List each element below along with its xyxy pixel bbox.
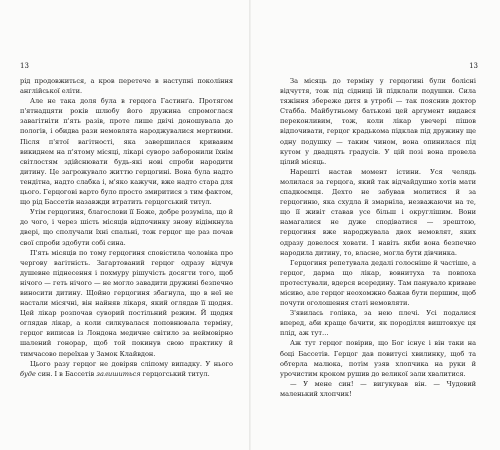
right-page xyxy=(251,0,500,450)
emphasis: залишиться xyxy=(96,369,141,378)
text-run: герцогський титул. xyxy=(140,369,210,378)
paragraph: П'ять місяців по тому герцогиня сповістила чоловіка про чергову вагітність. Загартований герцог одразу відчув душевне піднесення і похмуру рішучість досягти того, щоб нічого — геть нічого — не могло завадити дружині безпечно виносити дитину. Щойно герцогиня збагнула, що в неї не настали місячні, він найняв лікаря, який оглядав її щодня. Цей лікар розпочав суворий постільний режим. Й щодня оглядав лікар, а коли силкувалася поповнювала терміну, герцог виписав із Лондона медичне світило за неймовірно шалений гонорар, щоб той покинув свою практику й тимчасово переїхав у Замок Клайвдон. xyxy=(20,248,233,358)
paragraph: Утім герцогиня, благослови її Боже, добре розуміла, що й до чого, і через шість місяців відпочинку знову відімкнула двері, що сполучали їхні спальні, тож герцог ще раз почав свої спроби здобути собі сина. xyxy=(20,208,233,247)
paragraph: Герцогиня репетувала дедалі голосніше й частіше, а герцог, дарма що лікар, вовнитуха та повпоха протестували, вдерся всередину. Там панувало криваве місиво, але герцог неохомжно бажав бути першим, щоб почути оголошення статі немовляти. xyxy=(280,258,476,308)
paragraph: З'явилась голівка, за нею плечі. Усі подалися вперед, аби краще бачити, як породілля виштовхує ця плід, аж тут… xyxy=(280,309,476,338)
page-number-right: 13 xyxy=(469,62,478,70)
paragraph: рід продовжиться, а кров перетече в наступні покоління англійської еліти. xyxy=(20,77,233,96)
text-run: син. І в Бассетів xyxy=(35,369,97,378)
paragraph: Нарешті настав момент істини. Уся челядь молилася за герцога, який так відчайдушно хотів мати спадкоємця. Дехто не забував молитися й за герцогиню, яка схудла й змарніла, незважаючи на те, що її живіт ставав усе більш і округлішим. Вони намагалися не дуже сподіватися — зрештою, герцогиня вже народжувала двох немовлят, яких одразу довелося ховати. І навіть якби вона безпечно народила дитину, то, власне, могла бути дівчинка. xyxy=(280,167,476,257)
page-number-left: 13 xyxy=(20,62,29,70)
left-page xyxy=(0,0,249,450)
left-page-text xyxy=(20,76,233,379)
paragraph: — У мене син! — вигукував він. — Чудовий маленький хлопчик! xyxy=(280,379,476,398)
paragraph: Аж тут герцог повірив, що Бог існує і він таки на боці Бассетів. Герцог дав повитусі хвилинку, щоб та обтерла малюка, потім узяв хлопчика на руки й урочистим кроком рушив до великої зали хвалитися. xyxy=(280,339,476,378)
text-run: Цього разу герцог не довіряв сліпому випадку. У нього xyxy=(30,359,233,368)
paragraph xyxy=(20,359,233,379)
emphasis: буде xyxy=(20,369,36,378)
paragraph: За місяць до терміну у герцогині були болісні відчуття, тож під сідниці їй підклали подушки. Сила тяжіння збереже дитя в утробі — так пояснив доктор Стабба. Майбутньому батькові цей аргумент видався переконливим, тож, коли лікар увечері пішов відпочивати, герцог крадькома підклав під дружину ще одну подушку — таким чином, вона опинилася під кутом у двадцять градусів. У цій позі вона провела цілий місяць. xyxy=(280,77,476,166)
right-page-text xyxy=(280,76,476,399)
paragraph: Але не така доля була в герцога Гастинґа. Протягом п'ятнадцяти років шлюбу його дружина спромоглася завагітніти п'ять разів, проте лише двічі доношувала до пологів, і обидва рази немовлята народжувалися мертвими. Після п'ятої вагітності, яка завершилася кривавим викиднем на п'ятому місяці, лікарі суворо заборонили їхнім світлостям здійснювати будь-які нові спроби народити дитину. Це загрожувало життю герцогині. Вона була надто тендітна, надто слабка і, м'яко кажучи, вже надто стара для цього. Герцогові варто було просто змиритися з тим фактом, що рід Бассетів назавжди втратить герцогський титул. xyxy=(20,97,233,207)
